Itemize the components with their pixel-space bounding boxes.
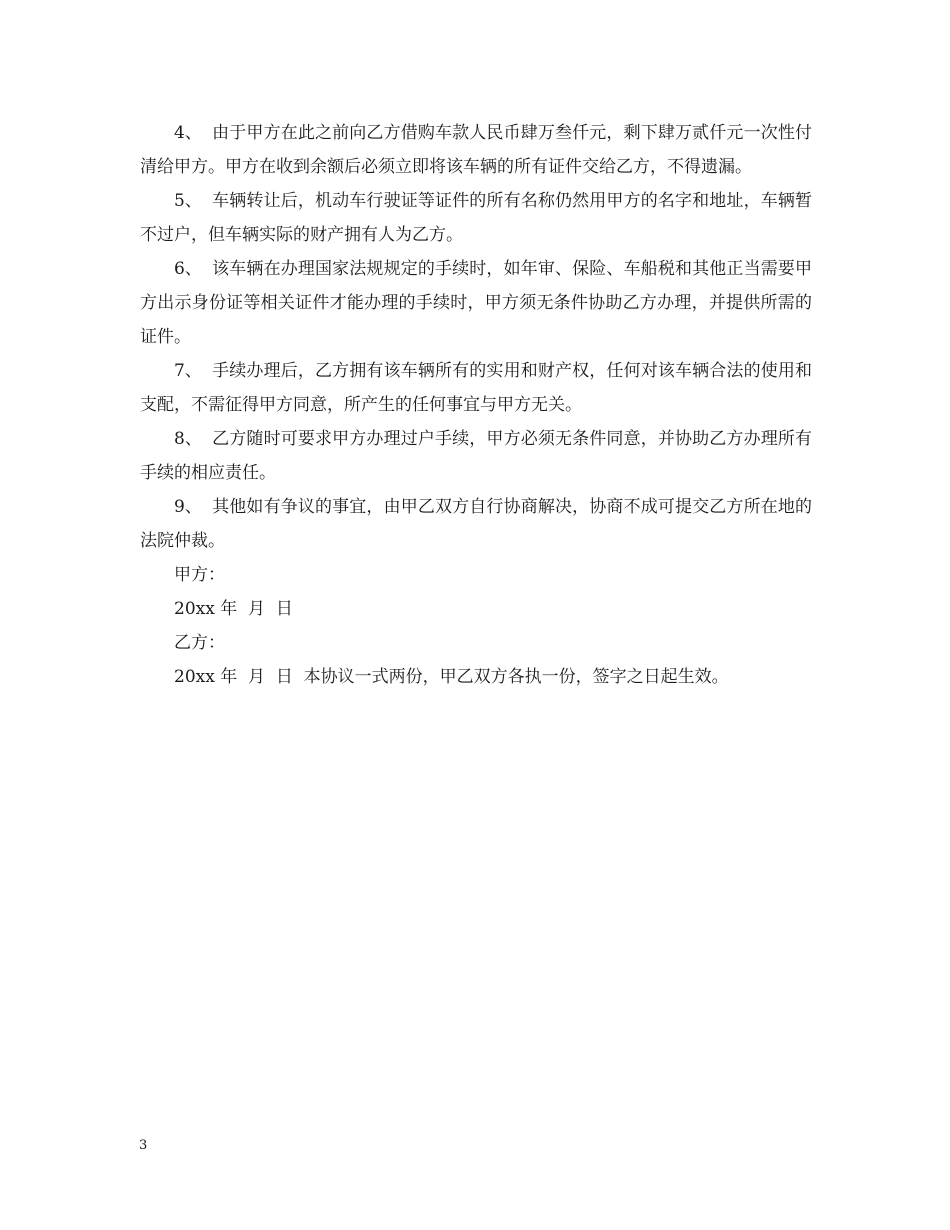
clause-5 — [140, 184, 812, 252]
clause-7 — [140, 354, 812, 422]
clause-number: 9、 — [174, 497, 202, 517]
party-b-date: 20xx 年 月 日 本协议一式两份，甲乙双方各执一份，签字之日起生效。 — [174, 667, 729, 687]
clause-number: 5、 — [174, 191, 202, 211]
clause-number: 8、 — [174, 429, 202, 449]
clause-8 — [140, 422, 812, 490]
clause-6 — [140, 252, 812, 354]
clause-text: 由于甲方在此之前向乙方借购车款人民币肆万叁仟元，剩下肆万贰仟元一次性付清给甲方。甲方在收到余额后必须立即将该车辆的所有证件交给乙方，不得遗漏。 — [140, 123, 812, 177]
document-body — [140, 116, 812, 694]
clause-number: 7、 — [174, 361, 202, 381]
party-a-label: 甲方： — [174, 565, 225, 585]
clause-text: 车辆转让后，机动车行驶证等证件的所有名称仍然用甲方的名字和地址，车辆暂不过户，但车辆实际的财产拥有人为乙方。 — [140, 191, 812, 245]
clause-number: 4、 — [174, 123, 202, 143]
clause-text: 手续办理后，乙方拥有该车辆所有的实用和财产权，任何对该车辆合法的使用和支配，不需征得甲方同意，所产生的任何事宜与甲方无关。 — [140, 361, 812, 415]
clause-text: 其他如有争议的事宜，由甲乙双方自行协商解决，协商不成可提交乙方所在地的法院仲裁。 — [140, 497, 812, 551]
clause-text: 该车辆在办理国家法规规定的手续时，如年审、保险、车船税和其他正当需要甲方出示身份证等相关证件才能办理的手续时，甲方须无条件协助乙方办理，并提供所需的证件。 — [140, 259, 812, 347]
page-number: 3 — [139, 1138, 148, 1153]
clause-4 — [140, 116, 812, 184]
clause-number: 6、 — [174, 259, 202, 279]
clause-text: 乙方随时可要求甲方办理过户手续，甲方必须无条件同意，并协助乙方办理所有手续的相应责任。 — [140, 429, 812, 483]
party-b-label: 乙方： — [174, 633, 225, 653]
clause-9 — [140, 490, 812, 558]
party-a-date: 20xx 年 月 日 — [174, 599, 293, 619]
